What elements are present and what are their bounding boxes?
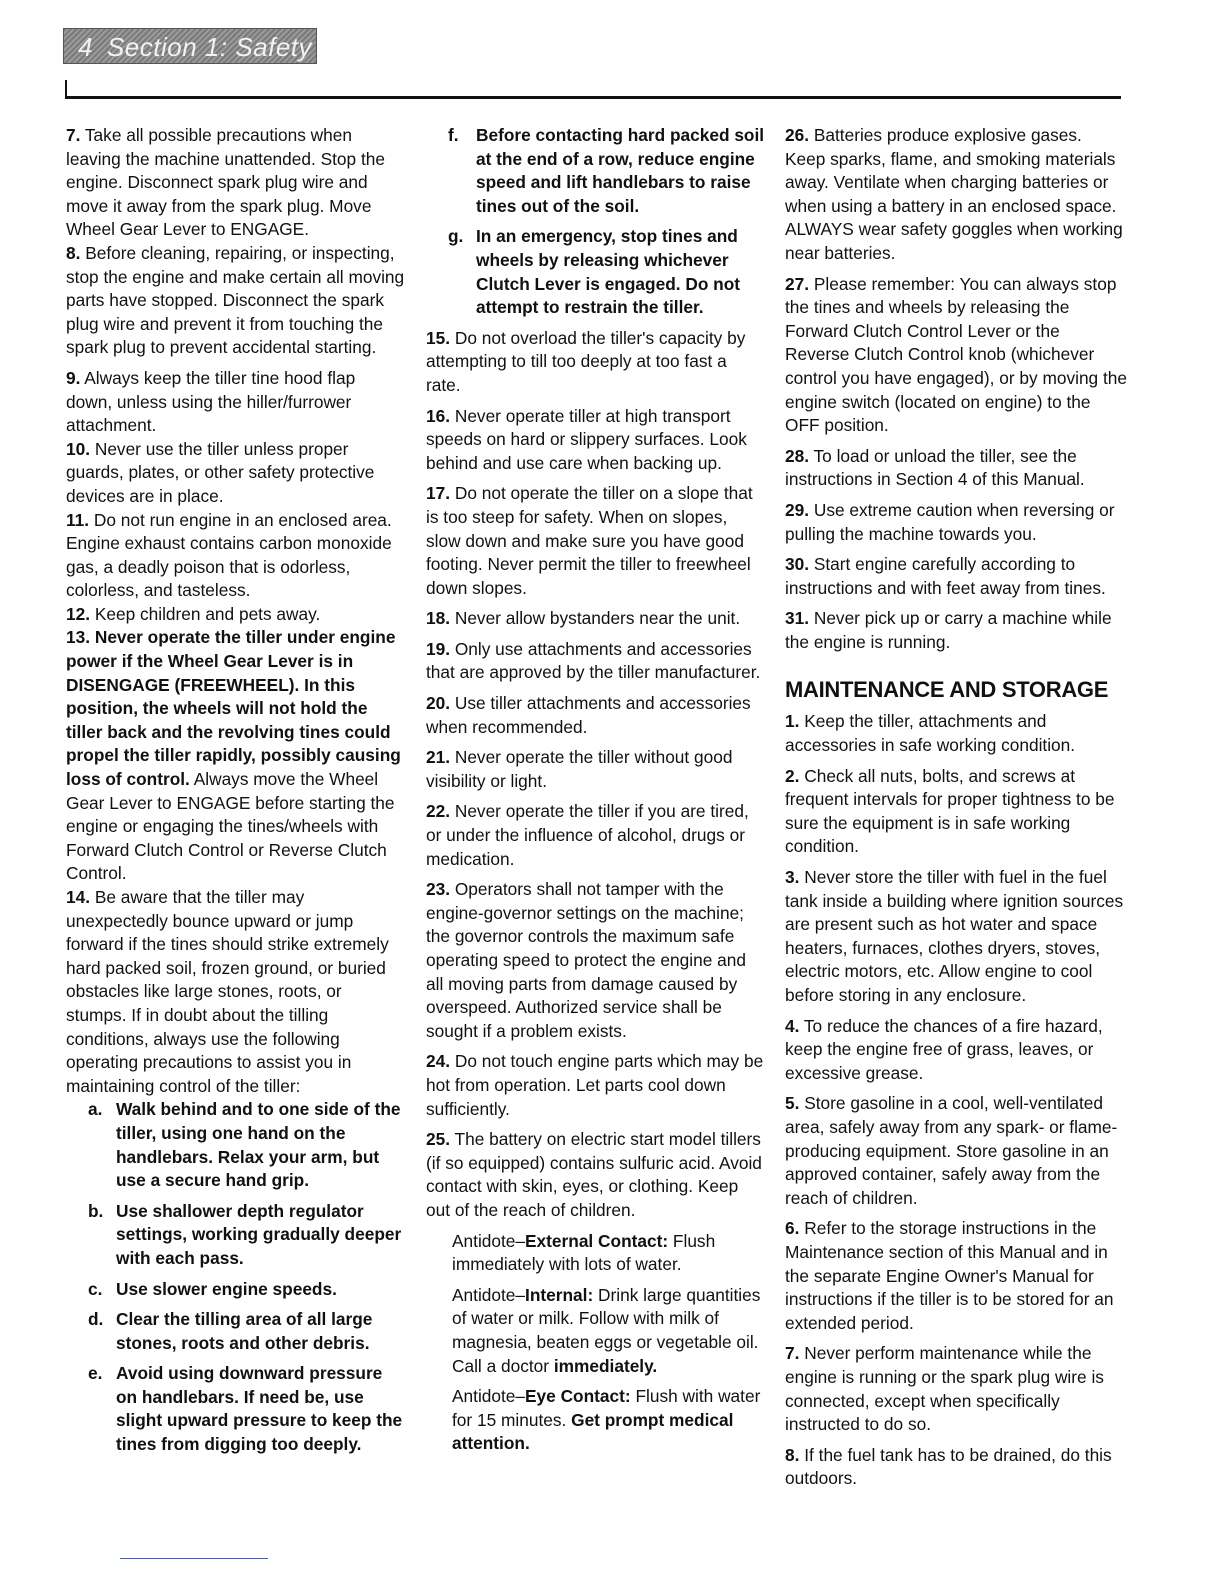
rule-text: If the fuel tank has to be drained, do this outdoors. [785,1444,1112,1489]
item-letter: a. [88,1099,103,1120]
rule-15 [426,327,766,398]
item-number: 14. [66,887,91,907]
rule-text: Do not operate the tiller on a slope that is too steep for safety. When on slopes, slow down and make sure you have good footing. Never permit the tiller to freewheel down slopes. [426,483,753,598]
rule-text: Never pick up or carry a machine while the engine is running. [785,608,1112,652]
item-number: 25. [426,1129,451,1150]
rule-26 [785,124,1127,266]
rule-27 [785,273,1127,438]
rule-text: Never operate the tiller without good visibility or light. [426,747,733,791]
item-number: 4. [785,1015,800,1036]
rule-text: Keep children and pets away. [94,603,321,624]
rule-text: Do not run engine in an enclosed area. Engine exhaust contains carbon monoxide gas, a deadly poison that is odorless, colorless, and tasteless. [66,509,392,601]
rule-13 [66,626,406,886]
footer-link-line [120,1558,268,1559]
rule-text: Please remember: You can always stop the tines and wheels by releasing the Forward Clutch Control Lever or the Reverse Clutch Control knob (whichever control you have engaged), or by moving the engine switch (located on engine) to the OFF position. [785,273,1127,436]
rule-text: Only use attachments and accessories that are approved by the tiller manufacturer. [426,638,761,683]
rule-24 [426,1050,766,1121]
maintenance-6 [785,1217,1127,1335]
rule-text: Use extreme caution when reversing or pulling the machine towards you. [785,499,1115,544]
precaution-b [66,1200,406,1271]
rule-text: Before cleaning, repairing, or inspecting, stop the engine and make certain all moving parts have stopped. Disconnect the spark plug wire and prevent it from touching the spark plug to prevent accidental starting. [66,242,405,358]
rule-text: Take all possible precautions when leaving the machine unattended. Stop the engine. Disconnect spark plug wire and move it away from the spark plug. Move Wheel Gear Lever to ENGAGE. [66,125,385,240]
rule-text: Always keep the tiller tine hood flap down, unless using the hiller/furrower attachment. [66,367,356,436]
rule-31 [785,607,1127,654]
rule-text: Be aware that the tiller may unexpectedly bounce upward or jump forward if the tines should strike extremely hard packed soil, frozen ground, or buried obstacles like large stones, roots, or stumps. If in doubt about the tilling conditions, always use the following operating precautions to assist you in maintaining control of the tiller: [66,887,389,1096]
maintenance-2 [785,765,1127,859]
precaution-text: Use shallower depth regulator settings, working gradually deeper with each pass. [116,1200,402,1268]
rule-12 [66,603,406,627]
item-letter: f. [448,125,459,145]
rule-23 [426,878,766,1043]
maintenance-heading: MAINTENANCE AND STORAGE [785,677,1109,703]
maintenance-8 [785,1444,1127,1491]
rule-20 [426,692,766,739]
item-letter: g. [448,226,464,247]
precaution-a [66,1098,406,1192]
rule-text: Never allow bystanders near the unit. [454,608,741,629]
antidote-emphasis: Get prompt medical attention. [452,1409,734,1454]
item-number: 31. [785,608,810,629]
rule-text: To reduce the chances of a fire hazard, keep the engine free of grass, leaves, or excessive grease. [785,1015,1103,1083]
item-number: 30. [785,554,810,575]
rule-text: Start engine carefully according to instructions and with feet away from tines. [785,554,1106,598]
rule-text: Store gasoline in a cool, well-ventilated area, safely away from any spark- or flame-producing equipment. Store gasoline in an approved container, safely away from the reach of children. [785,1093,1118,1208]
item-number: 8. [66,242,81,263]
maintenance-5 [785,1092,1127,1210]
item-number: 28. [785,445,810,466]
item-number: 9. [66,367,81,388]
item-number: 2. [785,765,800,786]
antidote-prefix: Antidote– [452,1284,526,1305]
rule-text: Operators shall not tamper with the engine-governor settings on the machine; the governor controls the maximum safe operating speed to protect the engine and all moving parts from damage caused by overspeed. Authorized service shall be sought if a problem exists. [426,879,746,1041]
rule-text: Do not touch engine parts which may be hot from operation. Let parts cool down sufficiently. [426,1051,764,1119]
column-2 [426,124,766,1463]
precaution-text: Clear the tilling area of all large stones, roots and other debris. [116,1309,373,1353]
rule-text: Never store the tiller with fuel in the fuel tank inside a building where ignition sources are present such as hot water and space heaters, furnaces, clothes dryers, stoves, electric motors, etc. Allow engine to cool before storing in any enclosure. [785,867,1124,1005]
item-number: 15. [426,327,451,348]
maintenance-4 [785,1015,1127,1086]
antidote-external [426,1230,766,1277]
precaution-f [426,124,766,218]
rule-text: The battery on electric start model tillers (if so equipped) contains sulfuric acid. Avoid contact with skin, eyes, or clothing. Keep out of the reach of children. [426,1129,762,1220]
maintenance-1 [785,710,1127,757]
precaution-d [66,1308,406,1355]
item-number: 5. [785,1093,800,1114]
precaution-text: Use slower engine speeds. [116,1278,337,1299]
rule-text: Do not overload the tiller's capacity by attempting to till too deeply at too fast a rate. [426,327,746,395]
item-number: 26. [785,125,810,145]
antidote-prefix: Antidote– [452,1386,526,1407]
rule-text: Batteries produce explosive gases. Keep sparks, flame, and smoking materials away. Ventilate when charging batteries or when using a battery in an enclosed space. ALWAYS wear safety goggles when working near batteries. [785,125,1123,263]
rule-text: Check all nuts, bolts, and screws at frequent intervals for proper tightness to be sure the equipment is in safe working condition. [785,765,1115,857]
item-number: 22. [426,801,451,822]
rule-10 [66,438,406,509]
item-letter: e. [88,1363,103,1384]
item-number: 7. [66,125,81,145]
rule-28 [785,445,1127,492]
item-number: 3. [785,867,800,888]
item-number: 13. [66,627,91,648]
precaution-text: In an emergency, stop tines and wheels by releasing whichever Clutch Lever is engaged. Do not attempt to restrain the tiller. [476,226,741,318]
rule-text: To load or unload the tiller, see the instructions in Section 4 of this Manual. [785,445,1085,490]
antidote-text: Flush with water for 15 minutes. [452,1386,761,1430]
antidote-text: Drink large quantities of water or milk. Follow with milk of magnesia, beaten eggs or vegetable oil. Call a doctor [452,1284,761,1376]
rule-30 [785,553,1127,600]
rule-text: Never use the tiller unless proper guards, plates, or other safety protective devices are in place. [66,438,375,506]
item-letter: c. [88,1278,103,1299]
rule-29 [785,499,1127,546]
item-number: 10. [66,438,91,459]
antidote-label: Eye Contact: [525,1386,631,1407]
rule-text: Never operate tiller at high transport speeds on hard or slippery surfaces. Look behind and use care when backing up. [426,405,747,473]
rule-text: Always move the Wheel Gear Lever to ENGAGE before starting the engine or engaging the tines/wheels with Forward Clutch Control or Reverse Clutch Control. [66,769,395,884]
item-letter: b. [88,1200,104,1221]
rule-text: Refer to the storage instructions in the Maintenance section of this Manual and in the separate Engine Owner's Manual for instructions if the tiller is to be stored for an extended period. [785,1218,1114,1333]
precaution-text: Before contacting hard packed soil at the end of a row, reduce engine speed and lift handlebars to raise tines out of the soil. [476,125,765,216]
item-number: 8. [785,1444,800,1465]
item-number: 1. [785,711,800,732]
item-number: 16. [426,405,451,426]
rule-text: Keep the tiller, attachments and accessories in safe working condition. [785,711,1076,756]
antidote-prefix: Antidote– [452,1230,526,1251]
header-rule [65,96,1121,99]
item-number: 17. [426,483,451,504]
column-1 [66,124,406,1464]
rule-7 [66,124,406,242]
rule-22 [426,800,766,871]
antidote-text: Flush immediately with lots of water. [452,1230,716,1275]
maintenance-7 [785,1342,1127,1436]
rule-21 [426,746,766,793]
rule-text: Use tiller attachments and accessories when recommended. [426,693,751,737]
item-number: 23. [426,879,451,900]
antidote-eye [426,1385,766,1456]
item-number: 11. [66,509,90,530]
rule-18 [426,607,766,631]
item-number: 21. [426,747,451,768]
item-number: 19. [426,638,451,659]
item-number: 18. [426,608,451,629]
antidote-emphasis: immediately. [553,1355,658,1376]
item-number: 27. [785,273,810,294]
page-number: 4 [78,32,93,62]
rule-19 [426,638,766,685]
precaution-g [426,225,766,319]
rule-text: Never perform maintenance while the engine is running or the spark plug wire is connected, except when specifically instructed to do so. [785,1343,1104,1435]
precaution-text: Walk behind and to one side of the tiller, using one hand on the handlebars. Relax your arm, but use a secure hand grip. [116,1099,401,1191]
rule-11 [66,509,406,603]
precaution-e [66,1362,406,1456]
rule-17 [426,482,766,600]
precaution-c [66,1278,406,1302]
antidote-label: External Contact: [525,1230,669,1251]
precaution-text: Avoid using downward pressure on handlebars. If need be, use slight upward pressure to keep the tines from digging too deeply. [116,1363,403,1455]
section-header-banner [63,28,317,64]
rule-16 [426,405,766,476]
maintenance-3 [785,866,1127,1008]
rule-14 [66,886,406,1098]
item-number: 24. [426,1051,451,1072]
rule-25 [426,1128,766,1222]
rule-text: Never operate the tiller if you are tired, or under the influence of alcohol, drugs or medication. [426,801,749,869]
rule-9 [66,367,406,438]
rule-warning: Never operate the tiller under engine power if the Wheel Gear Lever is in DISENGAGE (FREEWHEEL). In this position, the wheels will not hold the tiller back and the revolving tines could propel the tiller rapidly, possibly causing loss of control. [66,627,401,790]
antidote-label: Internal: [525,1284,594,1305]
item-number: 7. [785,1343,800,1364]
section-title: Section 1: Safety [106,32,313,62]
rule-8 [66,242,406,360]
item-letter: d. [88,1309,104,1330]
antidote-internal [426,1284,766,1378]
column-3 [785,124,1127,1498]
item-number: 6. [785,1218,800,1239]
item-number: 12. [66,603,91,624]
item-number: 29. [785,499,810,520]
item-number: 20. [426,693,451,714]
